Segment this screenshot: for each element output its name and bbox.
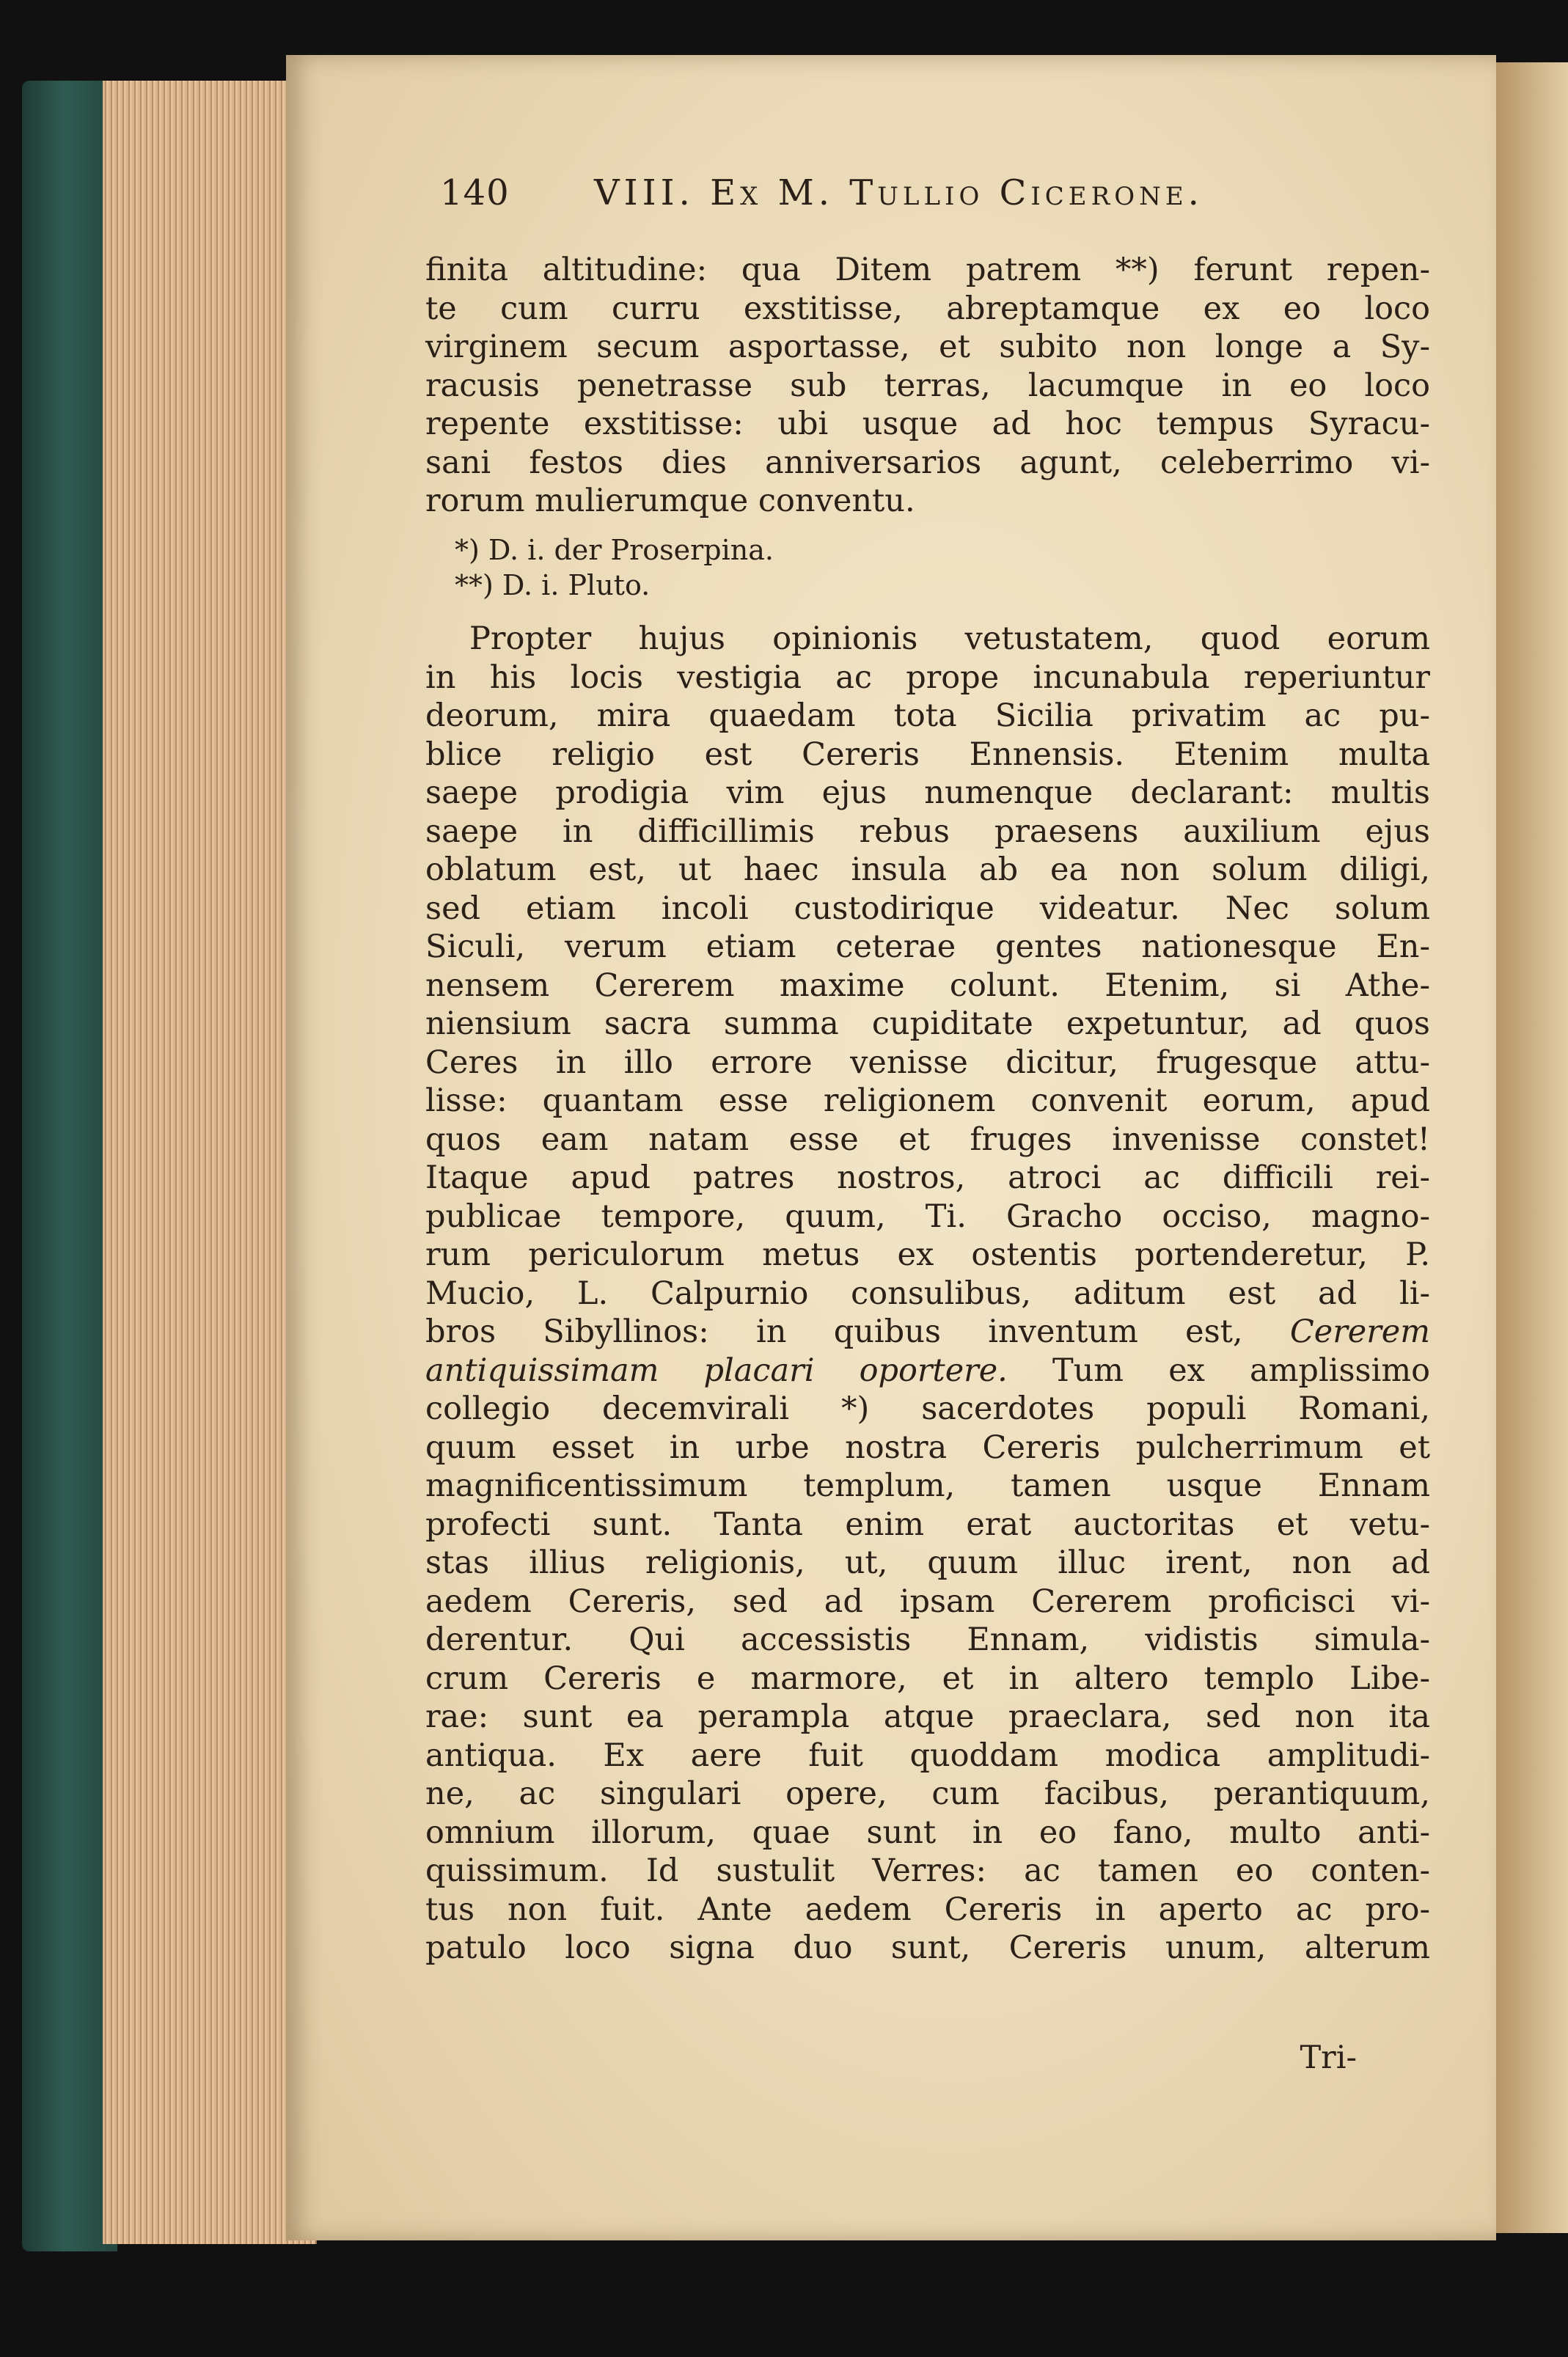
text-line: omnium illorum, quae sunt in eo fano, multo anti-: [425, 1814, 1430, 1851]
text-line: finita altitudine: qua Ditem patrem **) ferunt repen-: [425, 252, 1430, 288]
paragraph-2: [425, 620, 1430, 1968]
text-line: racusis penetrasse sub terras, lacumque in eo loco: [425, 367, 1430, 404]
text-line: lisse: quantam esse religionem convenit eorum, apud: [425, 1082, 1430, 1119]
text-line: sani festos dies anniversarios agunt, celeberrimo vi-: [425, 444, 1430, 481]
text-line: virginem secum asportasse, et subito non longe a Sy-: [425, 329, 1430, 365]
page-edges: [103, 81, 317, 2244]
text-line: Ceres in illo errore venisse dicitur, frugesque attu-: [425, 1044, 1430, 1081]
facing-page-edge: [1496, 62, 1568, 2233]
text-line: Itaque apud patres nostros, atroci ac difficili rei-: [425, 1159, 1430, 1196]
text-line: stas illius religionis, ut, quum illuc irent, non ad: [425, 1544, 1430, 1581]
text-line: ne, ac singulari opere, cum facibus, perantiquum,: [425, 1775, 1430, 1812]
text-line: patulo loco signa duo sunt, Cereris unum, alterum: [425, 1929, 1430, 1966]
text-line: nensem Cererem maxime colunt. Etenim, si Athe-: [425, 967, 1430, 1004]
text-line: magnificentissimum templum, tamen usque Ennam: [425, 1467, 1430, 1504]
text-line: *) D. i. der Proserpina.: [455, 534, 774, 566]
text-line: saepe prodigia vim ejus numenque declarant: multis: [425, 774, 1430, 811]
text-line: [425, 1313, 1430, 1352]
text-line: **) D. i. Pluto.: [455, 569, 651, 601]
paragraph-1: [425, 251, 1430, 521]
running-title: VIII. Ex M. Tullio Cicerone.: [594, 172, 1204, 213]
italic-text: Cererem: [1289, 1313, 1430, 1350]
italic-text: antiquissimam placari oportere.: [425, 1352, 1052, 1389]
running-header: [440, 172, 1393, 231]
catchword: Tri-: [1300, 2039, 1357, 2076]
text-line: rae: sunt ea perampla atque praeclara, sed non ita: [425, 1698, 1430, 1735]
text-run: bros Sibyllinos: in quibus inventum est,: [425, 1313, 1290, 1350]
text-run: Tum ex amplissimo: [1052, 1352, 1430, 1389]
footnotes: [455, 532, 1041, 603]
text-line: Propter hujus opinionis vetustatem, quod eorum: [469, 620, 1430, 657]
page-number: 140: [440, 172, 510, 213]
text-line: publicae tempore, quum, Ti. Gracho occiso, magno-: [425, 1198, 1430, 1235]
text-line: tus non fuit. Ante aedem Cereris in aperto ac pro-: [425, 1891, 1430, 1928]
text-line: collegio decemvirali *) sacerdotes populi Romani,: [425, 1390, 1430, 1427]
text-line: Mucio, L. Calpurnio consulibus, aditum est ad li-: [425, 1275, 1430, 1312]
text-line: crum Cereris e marmore, et in altero templo Libe-: [425, 1660, 1430, 1697]
text-line: rum periculorum metus ex ostentis portenderetur, P.: [425, 1236, 1430, 1273]
text-line: quissimum. Id sustulit Verres: ac tamen eo conten-: [425, 1852, 1430, 1889]
text-line: niensium sacra summa cupiditate expetuntur, ad quos: [425, 1005, 1430, 1042]
text-line: repente exstitisse: ubi usque ad hoc tempus Syracu-: [425, 406, 1430, 442]
text-line: antiqua. Ex aere fuit quoddam modica amplitudi-: [425, 1737, 1430, 1774]
text-line: rorum mulierumque conventu.: [425, 483, 915, 519]
text-line: sed etiam incoli custodirique videatur. Nec solum: [425, 890, 1430, 927]
text-line: in his locis vestigia ac prope incunabula reperiuntur: [425, 659, 1430, 696]
text-line: saepe in difficillimis rebus praesens auxilium ejus: [425, 813, 1430, 850]
text-line: te cum curru exstitisse, abreptamque ex eo loco: [425, 290, 1430, 327]
text-line: Siculi, verum etiam ceterae gentes nationesque En-: [425, 928, 1430, 965]
text-line: quum esset in urbe nostra Cereris pulcherrimum et: [425, 1429, 1430, 1466]
text-line: quos eam natam esse et fruges invenisse constet!: [425, 1121, 1430, 1158]
text-line: profecti sunt. Tanta enim erat auctoritas et vetu-: [425, 1506, 1430, 1543]
text-line: [425, 1352, 1430, 1390]
text-line: aedem Cereris, sed ad ipsam Cererem proficisci vi-: [425, 1583, 1430, 1620]
text-line: deorum, mira quaedam tota Sicilia privatim ac pu-: [425, 697, 1430, 734]
text-line: blice religio est Cereris Ennensis. Etenim multa: [425, 736, 1430, 773]
text-line: oblatum est, ut haec insula ab ea non solum diligi,: [425, 851, 1430, 888]
text-line: derentur. Qui accessistis Ennam, vidistis simula-: [425, 1621, 1430, 1658]
